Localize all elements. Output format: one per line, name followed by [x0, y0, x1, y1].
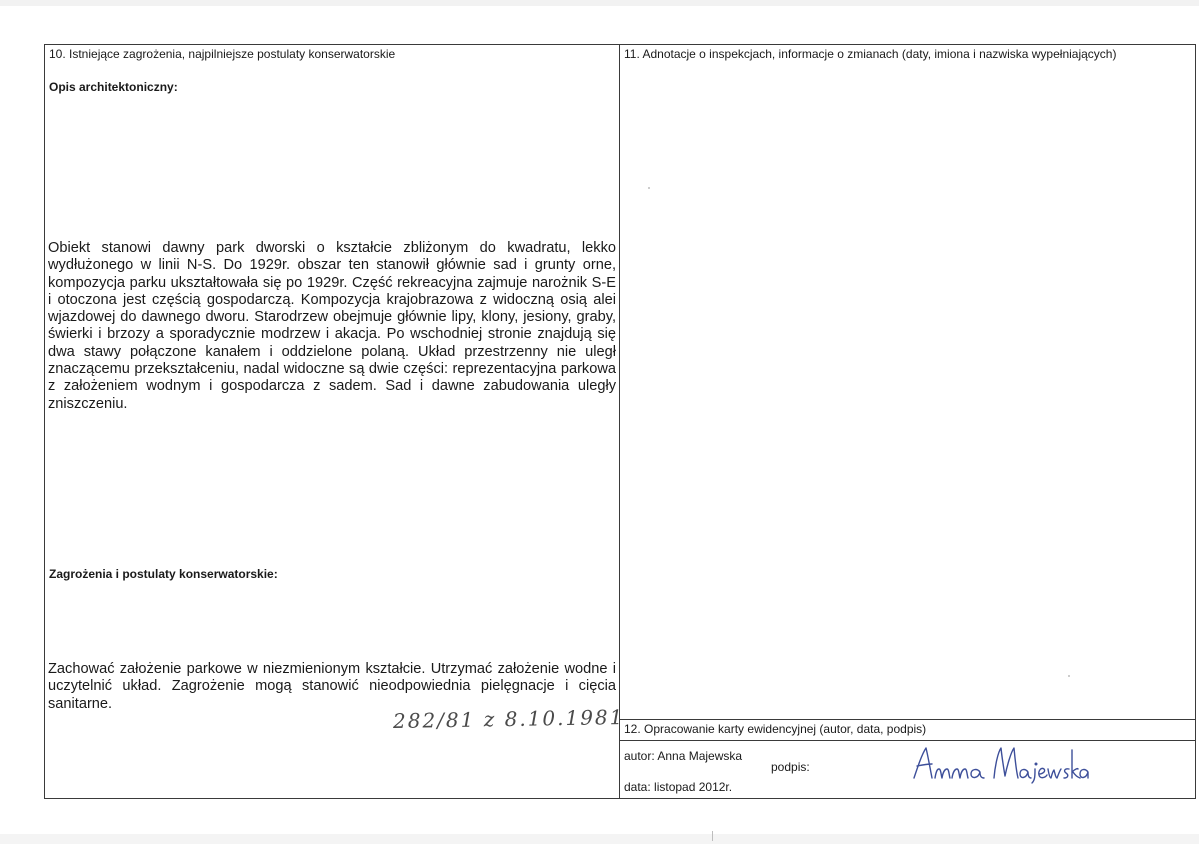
- section11-header: 11. Adnotacje o inspekcjach, informacje o zmianach (daty, imiona i nazwiska wypełniających): [624, 47, 1117, 61]
- date-line: data: listopad 2012r.: [624, 780, 733, 794]
- paper-edge-bottom: [0, 834, 1199, 844]
- handwritten-signature: [908, 742, 1088, 784]
- threats-text: Zachować założenie parkowe w niezmienionym kształcie. Utrzymać założenie wodne i uczytelnić układ. Zagrożenie mogą stanowić nieodpowiednia pielęgnacje i cięcia sanitarne.: [48, 661, 616, 712]
- section12-top-rule: [619, 719, 1196, 720]
- paper-edge-top: [0, 0, 1199, 6]
- section12-header-rule: [619, 740, 1196, 741]
- scan-speck: [1068, 675, 1070, 677]
- section10-header: 10. Istniejące zagrożenia, najpilniejsze postulaty konserwatorskie: [49, 47, 396, 61]
- signature-label: podpis:: [771, 760, 810, 774]
- scan-speck: [648, 187, 650, 189]
- scan-speck: [712, 831, 713, 841]
- handwritten-register-note: 282/81 z 8.10.1981: [392, 704, 625, 734]
- section12-header: 12. Opracowanie karty ewidencyjnej (autor, data, podpis): [624, 722, 927, 736]
- architectural-description-heading: Opis architektoniczny:: [49, 80, 178, 94]
- author-line: autor: Anna Majewska: [624, 749, 743, 763]
- column-divider: [619, 44, 620, 799]
- threats-heading: Zagrożenia i postulaty konserwatorskie:: [49, 567, 278, 581]
- architectural-description-text: Obiekt stanowi dawny park dworski o kształcie zbliżonym do kwadratu, lekko wydłużonego w linii N-S. Do 1929r. obszar ten stanowił głównie sad i grunty orne, kompozycja parku ukształtowała się po 1929r. Część rekreacyjna zajmuje narożnik S-E i otoczona jest częścią gospodarczą. Kompozycja krajobrazowa z widoczną osią alei wjazdowej do dawnego dworu. Starodrzew obejmuje głównie lipy, klony, jesiony, graby, świerki i brzozy a sporadycznie modrzew i akacja. Po wschodniej stronie znajdują się dwa stawy połączone kanałem i oddzielone polaną. Układ przestrzenny nie uległ znaczącemu przekształceniu, nadal widoczne są dwie części: reprezentacyjna parkowa z założeniem wodnym i gospodarcza z sadem. Sad i dawne zabudowania uległy zniszczeniu.: [48, 240, 616, 412]
